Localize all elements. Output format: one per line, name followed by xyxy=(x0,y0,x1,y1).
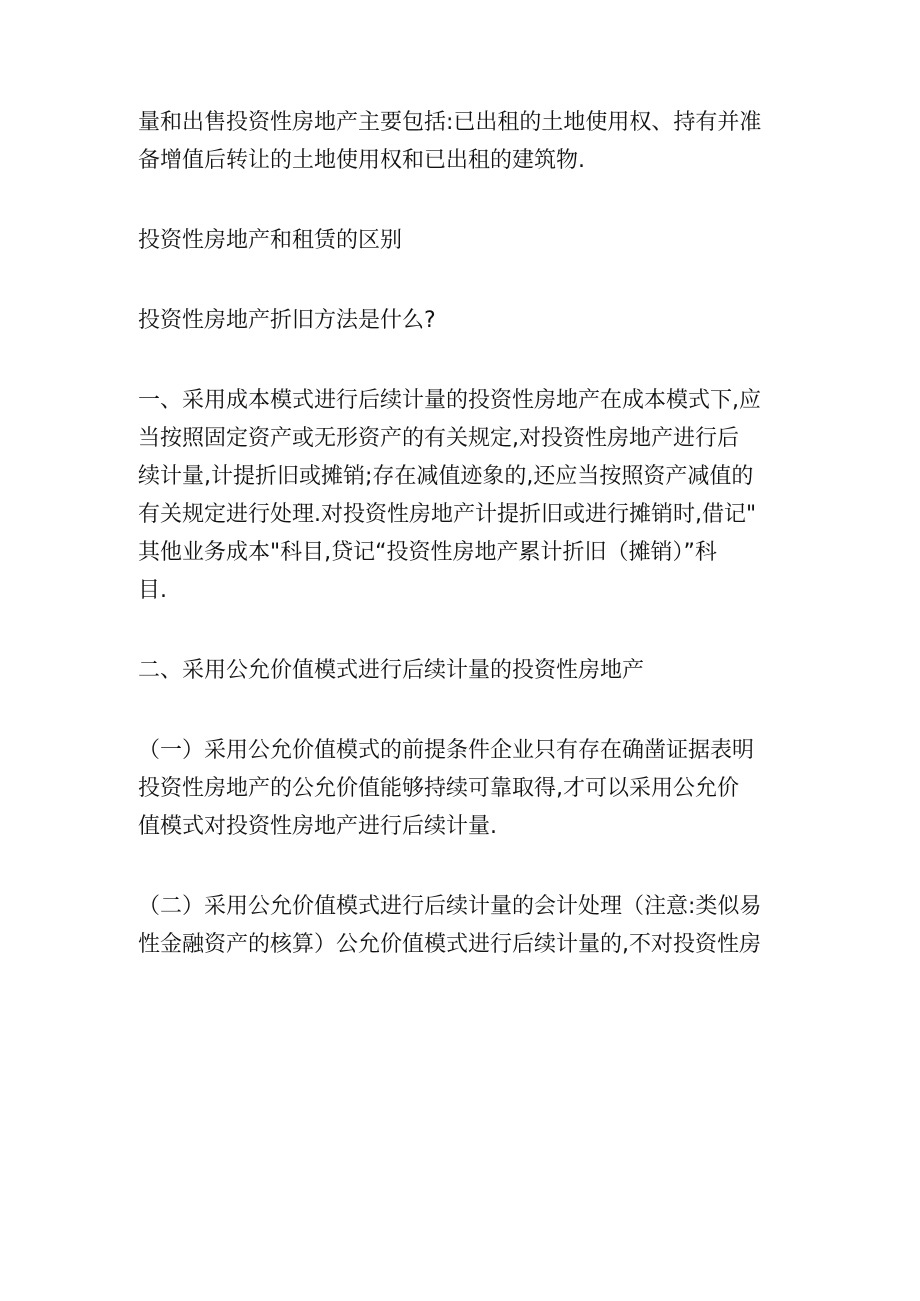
text-line: 投资性房地产和租赁的区别 xyxy=(138,228,403,253)
text-line: 一、采用成本模式进行后续计量的投资性房地产在成本模式下,应 xyxy=(138,388,761,413)
heading-section-two xyxy=(138,652,788,690)
text-line: 续计量,计提折旧或摊销;存在减值迹象的,还应当按照资产减值的 xyxy=(138,464,754,489)
paragraph-section-one xyxy=(138,382,788,610)
heading-depreciation xyxy=(138,302,788,340)
paragraph-section-two-one xyxy=(138,732,788,846)
document-body xyxy=(138,104,788,964)
paragraph-section-two-two xyxy=(138,888,788,964)
text-line: 性金融资产的核算）公允价值模式进行后续计量的,不对投资性房 xyxy=(138,932,761,957)
text-line: 备增值后转让的土地使用权和已出租的建筑物. xyxy=(138,148,585,173)
text-line: 二、采用公允价值模式进行后续计量的投资性房地产 xyxy=(138,658,645,683)
text-line: 目. xyxy=(138,578,167,603)
text-line: 量和出售投资性房地产主要包括:已出租的土地使用权、持有并准 xyxy=(138,110,762,135)
text-line: 当按照固定资产或无形资产的有关规定,对投资性房地产进行后 xyxy=(138,426,739,451)
text-line: 其他业务成本"科目,贷记“投资性房地产累计折旧（摊销）”科 xyxy=(138,540,717,565)
text-line: 投资性房地产折旧方法是什么? xyxy=(138,308,436,333)
text-line: （二）采用公允价值模式进行后续计量的会计处理（注意:类似易 xyxy=(138,894,762,919)
paragraph-intro xyxy=(138,104,788,180)
text-line: 投资性房地产的公允价值能够持续可靠取得,才可以采用公允价 xyxy=(138,776,739,801)
heading-difference xyxy=(138,222,788,260)
text-line: （一）采用公允价值模式的前提条件企业只有存在确凿证据表明 xyxy=(138,738,755,763)
text-line: 值模式对投资性房地产进行后续计量. xyxy=(138,814,497,839)
text-line: 有关规定进行处理.对投资性房地产计提折旧或进行摊销时,借记" xyxy=(138,502,757,527)
